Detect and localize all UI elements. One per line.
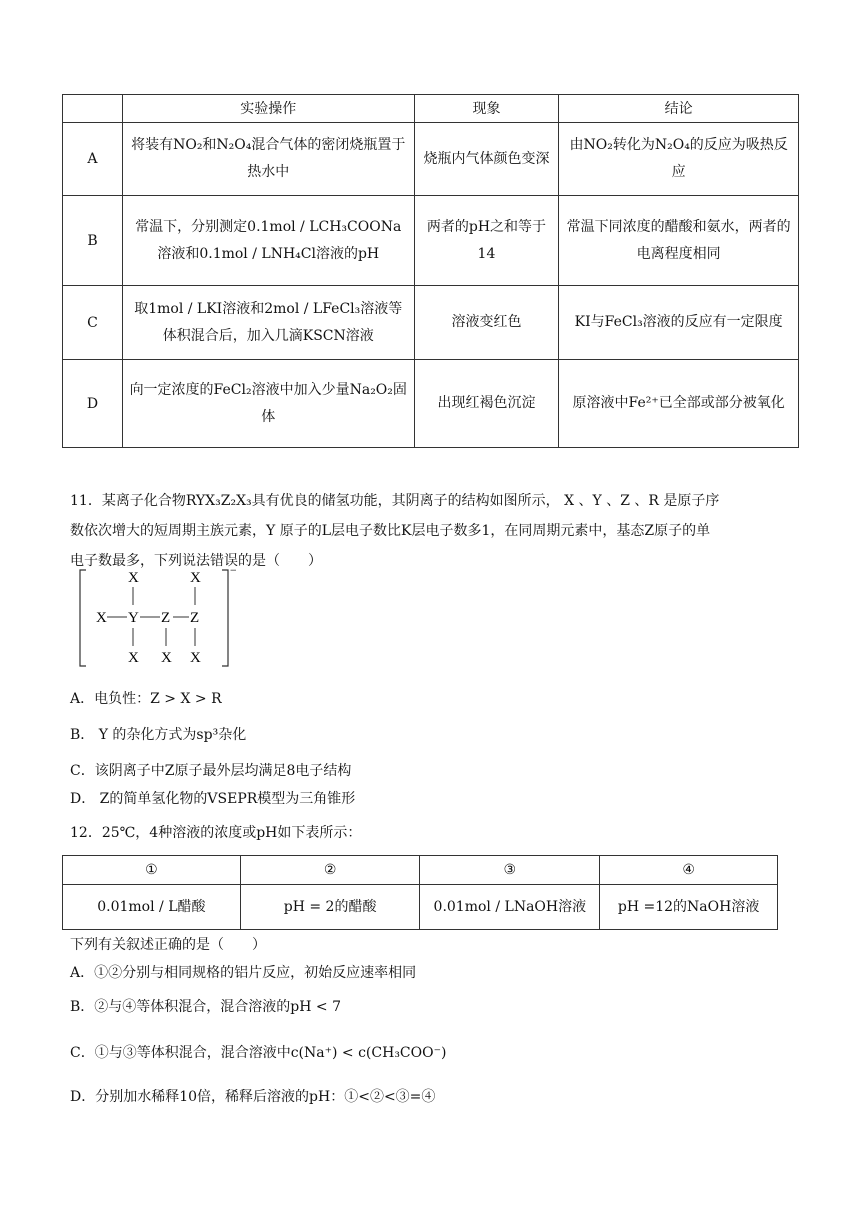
atom-z: Z <box>161 610 171 626</box>
conclusion-cell: 由NO₂转化为N₂O₄的反应为吸热反应 <box>559 123 799 196</box>
operation-cell: 将装有NO₂和N₂O₄混合气体的密闭烧瓶置于热水中 <box>122 123 414 196</box>
table-cell: 0.01mol / LNaOH溶液 <box>420 885 600 930</box>
question-12-prompt: 下列有关叙述正确的是（ ） <box>70 937 266 953</box>
left-bracket <box>80 570 86 666</box>
table-header-cell <box>63 95 123 123</box>
stem-line: 数依次增大的短周期主族元素，Y 原子的L层电子数比K层电子数多1，在同周期元素中，基态Z原子的单 <box>70 523 711 539</box>
atom-z: Z <box>190 610 200 626</box>
q12-option-d: D．分别加水稀释10倍，稀释后溶液的pH：①<②<③=④ <box>70 1089 436 1105</box>
table-row <box>63 360 799 448</box>
atom-y: Y <box>128 610 139 626</box>
table-row <box>63 123 799 196</box>
row-label: C <box>63 286 123 360</box>
anion-structure-diagram <box>76 562 236 672</box>
stem-line: 电子数最多，下列说法错误的是（ ） <box>70 553 322 569</box>
question-12-stem: 12．25℃，4种溶液的浓度或pH如下表所示： <box>70 825 362 841</box>
atom-x: X <box>190 570 201 586</box>
table-row <box>63 885 778 930</box>
conclusion-cell: 常温下同浓度的醋酸和氨水，两者的电离程度相同 <box>559 196 799 286</box>
stem-line: 11．某离子化合物RYX₃Z₂X₃具有优良的储氢功能，其阴离子的结构如图所示， X 、Y 、Z 、R 是原子序 <box>70 493 720 509</box>
table-header-cell: ④ <box>600 856 778 885</box>
conclusion-cell: 原溶液中Fe²⁺已全部或部分被氧化 <box>559 360 799 448</box>
row-label: A <box>63 123 123 196</box>
atom-x: X <box>128 650 139 666</box>
right-bracket <box>222 570 228 666</box>
phenomenon-cell: 烧瓶内气体颜色变深 <box>414 123 559 196</box>
row-label: D <box>63 360 123 448</box>
q12-option-a: A．①②分别与相同规格的铝片反应，初始反应速率相同 <box>70 965 417 981</box>
table-cell: pH =12的NaOH溶液 <box>600 885 778 930</box>
table-header-cell: 结论 <box>559 95 799 123</box>
operation-cell: 常温下，分别测定0.1mol / LCH₃COONa溶液和0.1mol / LNH₄Cl溶液的pH <box>122 196 414 286</box>
atom-x: X <box>96 610 107 626</box>
atom-x: X <box>128 570 139 586</box>
operation-cell: 向一定浓度的FeCl₂溶液中加入少量Na₂O₂固体 <box>122 360 414 448</box>
atom-x: X <box>161 650 172 666</box>
q11-option-b: B． Y 的杂化方式为sp³杂化 <box>70 727 247 743</box>
phenomenon-cell: 出现红褐色沉淀 <box>414 360 559 448</box>
charge-label: − <box>230 563 236 577</box>
q12-option-b: B．②与④等体积混合，混合溶液的pH < 7 <box>70 999 341 1015</box>
table-cell: 0.01mol / L醋酸 <box>63 885 241 930</box>
table-header-row <box>63 856 778 885</box>
table-header-cell: ① <box>63 856 241 885</box>
table-header-cell: ③ <box>420 856 600 885</box>
table-header-cell: 现象 <box>414 95 559 123</box>
table-header-cell: ② <box>240 856 420 885</box>
experiment-table <box>62 94 799 448</box>
atom-x: X <box>190 650 201 666</box>
table-header-row <box>63 95 799 123</box>
q11-option-c: C．该阴离子中Z原子最外层均满足8电子结构 <box>70 763 352 779</box>
q12-option-c: C．①与③等体积混合，混合溶液中c(Na⁺) < c(CH₃COO⁻) <box>70 1045 447 1061</box>
table-cell: pH = 2的醋酸 <box>240 885 420 930</box>
q11-option-a: A．电负性：Z > X > R <box>70 691 222 707</box>
phenomenon-cell: 溶液变红色 <box>414 286 559 360</box>
row-label: B <box>63 196 123 286</box>
q11-option-d: D． Z的简单氢化物的VSEPR模型为三角锥形 <box>70 791 356 807</box>
solution-table <box>62 855 778 930</box>
table-row <box>63 286 799 360</box>
operation-cell: 取1mol / LKI溶液和2mol / LFeCl₃溶液等体积混合后，加入几滴KSCN溶液 <box>122 286 414 360</box>
table-header-cell: 实验操作 <box>122 95 414 123</box>
conclusion-cell: KI与FeCl₃溶液的反应有一定限度 <box>559 286 799 360</box>
table-row <box>63 196 799 286</box>
phenomenon-cell: 两者的pH之和等于14 <box>414 196 559 286</box>
